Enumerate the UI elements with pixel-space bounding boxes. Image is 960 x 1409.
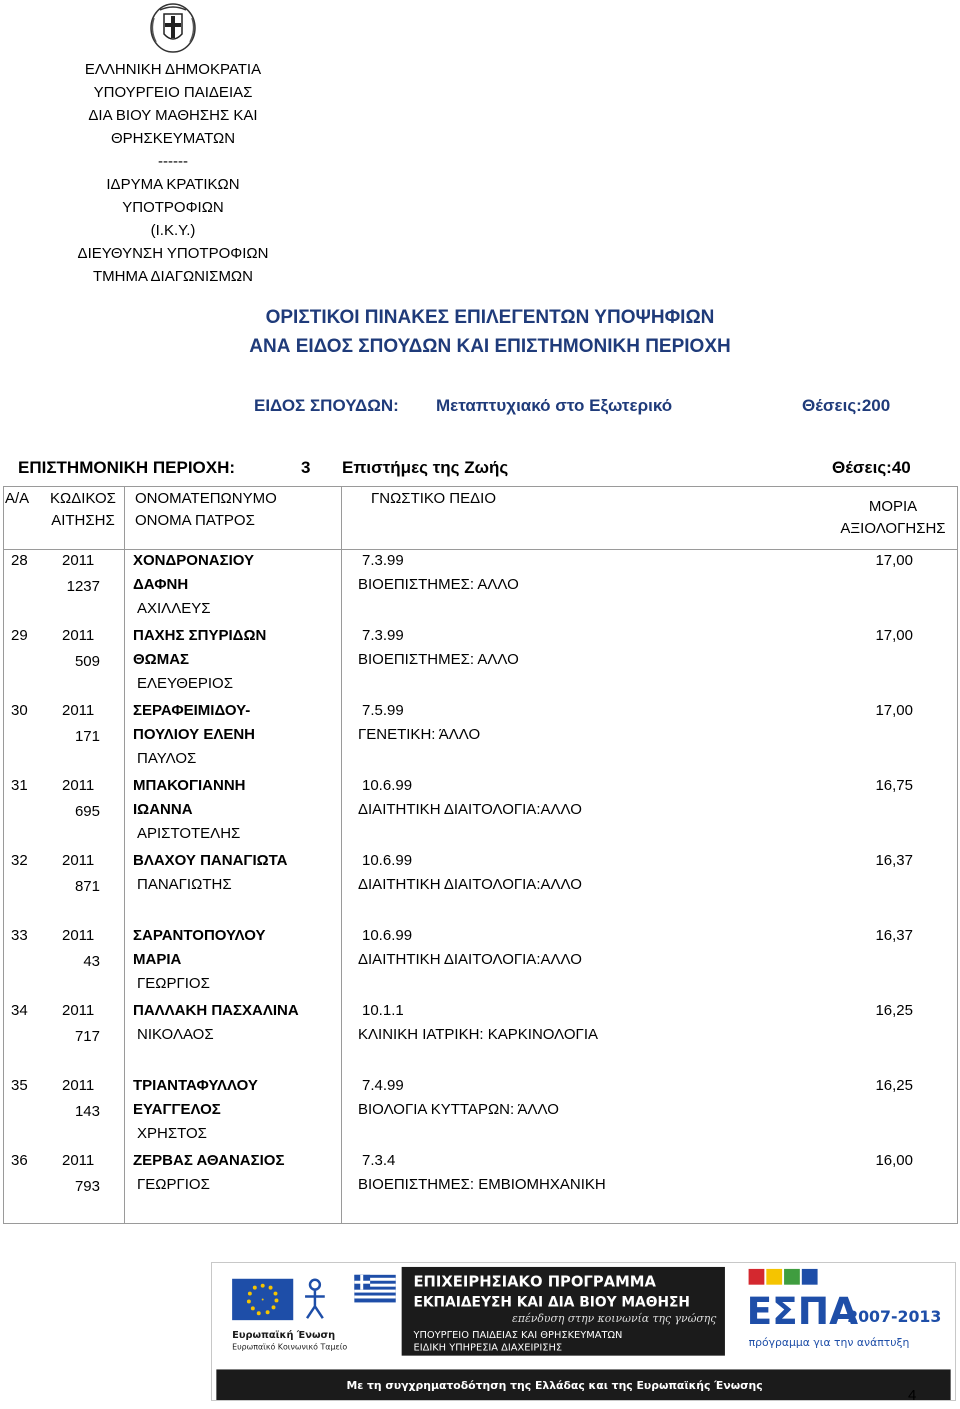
row-year: 2011 [62,552,95,569]
row-name: ΠΑΧΗΣ ΣΠΥΡΙΔΩΝ [133,627,267,644]
row-year: 2011 [62,1002,95,1019]
study-type-row [0,396,960,424]
eu-label-2: Ευρωπαϊκό Κοινωνικό Ταμείο [232,1342,348,1352]
header-line: ΙΔΡΥΜΑ ΚΡΑΤΙΚΩΝ ΥΠΟΤΡΟΦΙΩΝ [106,176,240,216]
row-field-code: 7.5.99 [362,702,404,719]
row-name: ΜΠΑΚΟΓΙΑΝΝΗ [133,777,246,794]
row-score: 16,00 [875,1152,913,1169]
row-year: 2011 [62,627,95,644]
row-field-code: 10.6.99 [362,852,413,869]
area-label: ΕΠΙΣΤΗΜΟΝΙΚΗ ΠΕΡΙΟΧΗ: [18,458,236,477]
row-field-code: 7.3.99 [362,627,404,644]
espa-years: 2007-2013 [847,1307,942,1327]
espa-title: ΕΣΠΑ [746,1289,859,1334]
ministry-header [60,58,286,288]
title-line-1: ΟΡΙΣΤΙΚΟΙ ΠΙΝΑΚΕΣ ΕΠΙΛΕΓΕΝΤΩΝ ΥΠΟΨΗΦΙΩΝ [265,307,715,328]
row-field-name: ΔΙΑΙΤΗΤΙΚΗ ΔΙΑΙΤΟΛΟΓΙΑ:ΑΛΛΟ [358,801,582,818]
ministry-line-1: ΥΠΟΥΡΓΕΙΟ ΠΑΙΔΕΙΑΣ ΚΑΙ ΘΡΗΣΚΕΥΜΑΤΩΝ [413,1329,623,1341]
row-code: 793 [74,1178,100,1195]
row-code: 1237 [66,578,100,595]
row-year: 2011 [62,1152,95,1169]
row-field-code: 7.3.4 [362,1152,396,1169]
program-line-1: ΕΠΙΧΕΙΡΗΣΙΑΚΟ ΠΡΟΓΡΑΜΜΑ [413,1273,656,1291]
row-score: 17,00 [875,702,913,719]
row-number: 32 [11,852,28,869]
row-field-code: 10.6.99 [362,777,413,794]
header-line: (Ι.Κ.Υ.) [150,222,196,239]
row-score: 16,75 [875,777,913,794]
row-father-name: ΝΙΚΟΛΑΟΣ [137,1026,214,1043]
row-year: 2011 [62,702,95,719]
header-field: ΓΝΩΣΤΙΚΟ ΠΕΔΙΟ [371,490,496,507]
header-line: ΕΛΛΗΝΙΚΗ ΔΗΜΟΚΡΑΤΙΑ [84,61,262,78]
row-code: 509 [74,653,100,670]
greek-flag-icon [354,1275,395,1303]
header-line: ΔΙΕΥΘΥΝΣΗ ΥΠΟΤΡΟΦΙΩΝ [77,245,269,262]
header-aa: Α/Α [5,490,30,507]
area-number: 3 [301,458,311,477]
study-type-value: Μεταπτυχιακό στο Εξωτερικό [436,396,673,415]
row-name: ΘΩΜΑΣ [133,651,190,668]
row-father-name: ΧΡΗΣΤΟΣ [137,1125,207,1142]
row-year: 2011 [62,852,95,869]
eu-flag-icon [232,1279,293,1320]
row-field-name: ΚΛΙΝΙΚΗ ΙΑΤΡΙΚΗ: ΚΑΡΚΙΝΟΛΟΓΙΑ [358,1026,598,1043]
row-number: 35 [11,1077,28,1094]
row-name: ΧΟΝΔΡΟΝΑΣΙΟΥ [133,552,255,569]
row-father-name: ΠΑΝΑΓΙΩΤΗΣ [137,876,232,893]
row-year: 2011 [62,927,95,944]
header-code: ΚΩΔΙΚΟΣ ΑΙΤΗΣΗΣ [50,490,116,529]
row-field-name: ΔΙΑΙΤΗΤΙΚΗ ΔΙΑΙΤΟΛΟΓΙΑ:ΑΛΛΟ [358,876,582,893]
row-code: 171 [74,728,100,745]
row-score: 17,00 [875,627,913,644]
row-year: 2011 [62,777,95,794]
row-code: 871 [74,878,100,895]
program-line-2: ΕΚΠΑΙΔΕΥΣΗ ΚΑΙ ΔΙΑ ΒΙΟΥ ΜΑΘΗΣΗ [413,1294,690,1311]
row-field-name: ΒΙΟΕΠΙΣΤΗΜΕΣ: ΑΛΛΟ [358,651,519,668]
row-code: 143 [74,1103,100,1120]
row-name: ΖΕΡΒΑΣ ΑΘΑΝΑΣΙΟΣ [133,1152,285,1169]
row-name: ΔΑΦΝΗ [133,576,189,593]
row-score: 16,25 [875,1002,913,1019]
espa-logo-banner [211,1262,956,1401]
ministry-line-2: ΕΙΔΙΚΗ ΥΠΗΡΕΣΙΑ ΔΙΑΧΕΙΡΙΣΗΣ [413,1342,563,1354]
row-number: 31 [11,777,28,794]
program-slogan: επένδυση στην κοινωνία της γνώσης [512,1312,717,1326]
row-father-name: ΑΧΙΛΛΕΥΣ [137,600,211,617]
row-father-name: ΓΕΩΡΓΙΟΣ [137,1176,210,1193]
row-score: 17,00 [875,552,913,569]
row-field-name: ΒΙΟΕΠΙΣΤΗΜΕΣ: ΕΜΒΙΟΜΗΧΑΝΙΚΗ [358,1176,606,1193]
study-type-positions: Θέσεις:200 [802,396,891,415]
results-table [3,486,958,1224]
row-year: 2011 [62,1077,95,1094]
row-number: 33 [11,927,28,944]
row-field-code: 10.6.99 [362,927,413,944]
espa-slogan: πρόγραμμα για την ανάπτυξη [748,1335,910,1349]
header-line: ΤΜΗΜΑ ΔΙΑΓΩΝΙΣΜΩΝ [93,268,253,285]
header-name: ΟΝΟΜΑΤΕΠΩΝΥΜΟ ΟΝΟΜΑ ΠΑΤΡΟΣ [135,490,277,529]
row-number: 34 [11,1002,28,1019]
row-number: 28 [11,552,28,569]
row-code: 717 [74,1028,100,1045]
row-field-code: 7.4.99 [362,1077,404,1094]
row-number: 29 [11,627,28,644]
row-name: ΣΕΡΑΦΕΙΜΙΔΟΥ- [133,702,251,719]
header-score: ΜΟΡΙΑ ΑΞΙΟΛΟΓΗΣΗΣ [840,498,946,537]
header-line: ΥΠΟΥΡΓΕΙΟ ΠΑΙΔΕΙΑΣ [93,84,253,101]
row-field-code: 7.3.99 [362,552,404,569]
row-field-name: ΓΕΝΕΤΙΚΗ: ΆΛΛΟ [358,726,481,743]
row-name: ΤΡΙΑΝΤΑΦΥΛΛΟΥ [133,1077,258,1094]
row-name: ΠΟΥΛΙΟΥ ΕΛΕΝΗ [133,726,255,743]
header-line: ------ [158,153,188,170]
row-name: ΒΛΑΧΟΥ ΠΑΝΑΓΙΩΤΑ [133,852,288,869]
row-field-name: ΒΙΟΕΠΙΣΤΗΜΕΣ: ΑΛΛΟ [358,576,519,593]
document-title [0,303,960,361]
row-code: 43 [83,953,100,970]
row-father-name: ΕΛΕΥΘΕΡΙΟΣ [137,675,233,692]
row-number: 36 [11,1152,28,1169]
area-name: Επιστήμες της Ζωής [342,458,509,477]
row-name: ΣΑΡΑΝΤΟΠΟΥΛΟΥ [133,927,266,944]
study-type-label: ΕΙΔΟΣ ΣΠΟΥΔΩΝ: [254,396,399,415]
row-score: 16,25 [875,1077,913,1094]
row-number: 30 [11,702,28,719]
header-line: ΔΙΑ ΒΙΟΥ ΜΑΘΗΣΗΣ ΚΑΙ ΘΡΗΣΚΕΥΜΑΤΩΝ [88,107,258,147]
cofinance-text: Με τη συγχρηματοδότηση της Ελλάδας και της Ευρωπαϊκής Ένωσης [346,1379,763,1393]
row-score: 16,37 [875,927,913,944]
row-field-code: 10.1.1 [362,1002,404,1019]
title-line-2: ΑΝΑ ΕΙΔΟΣ ΣΠΟΥΔΩΝ ΚΑΙ ΕΠΙΣΤΗΜΟΝΙΚΗ ΠΕΡΙΟΧΗ [249,336,731,357]
row-name: ΙΩΑΝΝΑ [133,801,193,818]
row-name: ΠΑΛΛΑΚΗ ΠΑΣΧΑΛΙΝΑ [133,1002,299,1019]
row-score: 16,37 [875,852,913,869]
eu-label-1: Ευρωπαϊκή Ένωση [232,1329,336,1341]
row-field-name: ΒΙΟΛΟΓΙΑ ΚΥΤΤΑΡΩΝ: ΆΛΛΟ [358,1101,559,1118]
row-name: ΕΥΑΓΓΕΛΟΣ [133,1101,221,1118]
row-code: 695 [74,803,100,820]
row-father-name: ΠΑΥΛΟΣ [137,750,197,767]
greek-emblem-icon [146,0,200,54]
row-field-name: ΔΙΑΙΤΗΤΙΚΗ ΔΙΑΙΤΟΛΟΓΙΑ:ΑΛΛΟ [358,951,582,968]
page-number: 4 [908,1387,917,1404]
scientific-area-row [0,458,960,484]
area-positions: Θέσεις:40 [832,458,911,477]
row-name: ΜΑΡΙΑ [133,951,182,968]
row-father-name: ΓΕΩΡΓΙΟΣ [137,975,210,992]
row-father-name: ΑΡΙΣΤΟΤΕΛΗΣ [137,825,241,842]
